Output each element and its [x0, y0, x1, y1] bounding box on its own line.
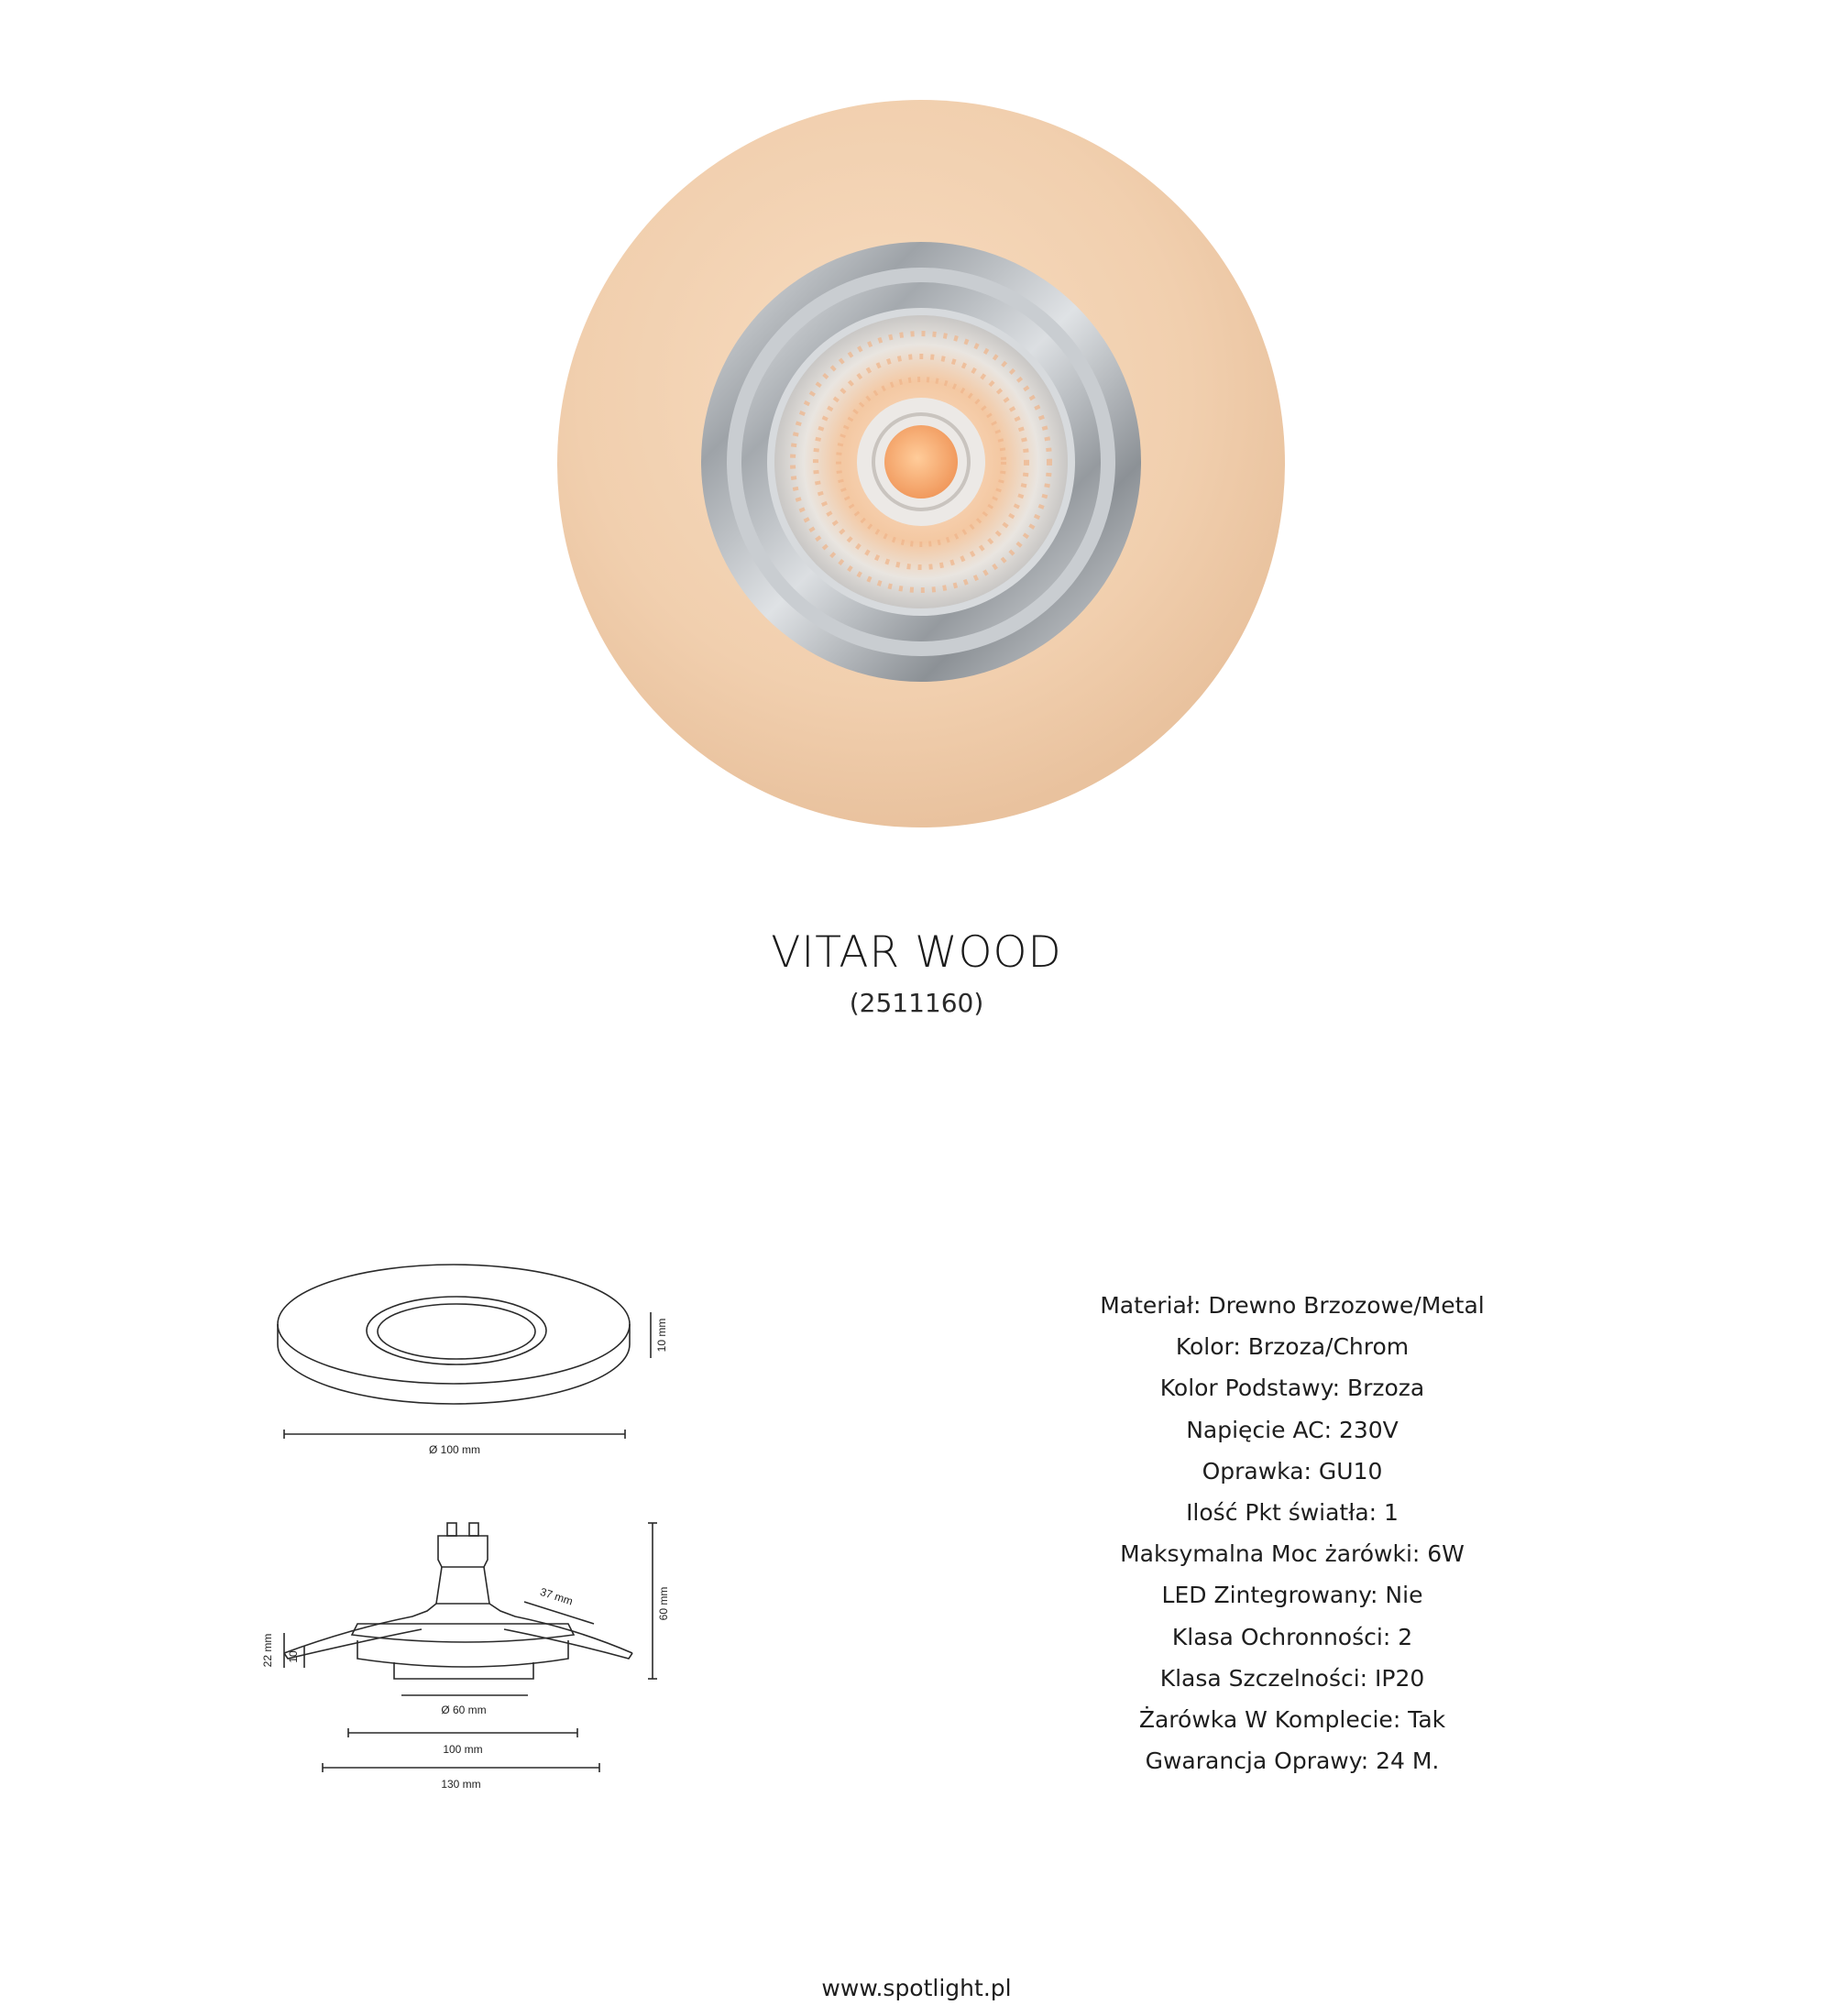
side-view-drawing	[247, 1521, 669, 1796]
side-height-label: 60 mm	[657, 1586, 670, 1621]
product-photo	[550, 99, 1292, 841]
website-link[interactable]: www.spotlight.pl	[821, 1975, 1012, 2001]
spec-item: Oprawka: GU10	[1202, 1457, 1383, 1485]
top-view-drawing	[266, 1246, 669, 1485]
spec-item: Kolor Podstawy: Brzoza	[1159, 1375, 1425, 1402]
spec-item: Klasa Szczelności: IP20	[1159, 1664, 1425, 1692]
top-diameter-label: Ø 100 mm	[428, 1443, 481, 1456]
product-image	[550, 99, 1292, 841]
spec-item: Klasa Ochronności: 2	[1171, 1623, 1413, 1650]
spec-item: Materiał: Drewno Brzozowe/Metal	[1100, 1292, 1485, 1319]
left-outer-label: 22 mm	[261, 1633, 274, 1668]
led-chip	[884, 425, 958, 499]
inner-width-label: 100 mm	[443, 1743, 483, 1756]
spec-item: LED Zintegrowany: Nie	[1161, 1582, 1423, 1609]
socket-label: 37 mm	[538, 1584, 575, 1608]
outer-width-label: 130 mm	[441, 1778, 481, 1791]
spec-item: Ilość Pkt światła: 1	[1186, 1498, 1399, 1526]
spec-item: Napięcie AC: 230V	[1186, 1416, 1399, 1443]
hole-diameter-label: Ø 60 mm	[441, 1704, 487, 1716]
spec-item: Maksymalna Moc żarówki: 6W	[1120, 1540, 1465, 1568]
spec-item: Gwarancja Oprawy: 24 M.	[1145, 1748, 1440, 1775]
left-inner-label: 10	[287, 1650, 300, 1663]
product-title: VITAR WOOD	[771, 927, 1062, 978]
spec-item: Kolor: Brzoza/Chrom	[1175, 1333, 1410, 1361]
product-code: (2511160)	[849, 988, 984, 1018]
top-height-label: 10 mm	[655, 1318, 668, 1353]
spec-list	[1008, 1285, 1576, 1781]
spec-item: Żarówka W Komplecie: Tak	[1138, 1705, 1446, 1733]
